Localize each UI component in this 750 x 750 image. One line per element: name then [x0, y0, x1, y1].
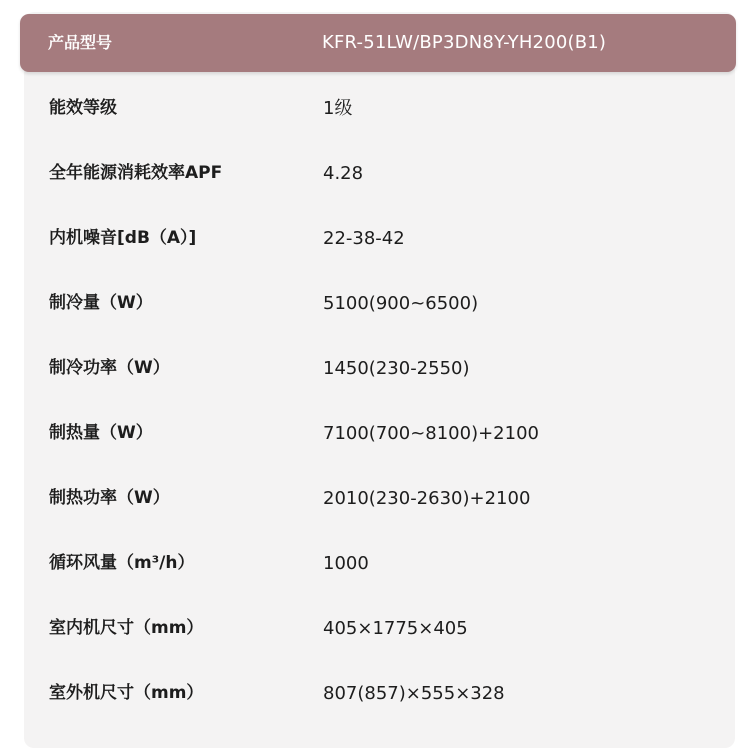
spec-label: 制冷量（W）: [49, 293, 153, 313]
spec-row-indoor-noise: [0, 206, 750, 271]
spec-row-cooling-power: [0, 336, 750, 401]
spec-label: 内机噪音[dB（A）]: [49, 228, 197, 248]
spec-label: 全年能源消耗效率APF: [49, 163, 223, 183]
spec-row-cooling-capacity: [0, 271, 750, 336]
spec-value: 22-38-42: [323, 228, 405, 249]
spec-label: 能效等级: [49, 98, 117, 118]
spec-table: [0, 76, 750, 726]
spec-value: 807(857)×555×328: [323, 683, 505, 704]
spec-header-row: [20, 14, 736, 72]
spec-value: 1000: [323, 553, 369, 574]
spec-label: 循环风量（m³/h）: [49, 553, 195, 573]
spec-row-energy-grade: [0, 76, 750, 141]
spec-row-apf: [0, 141, 750, 206]
spec-value: 7100(700~8100)+2100: [323, 423, 539, 444]
spec-row-heating-capacity: [0, 401, 750, 466]
spec-label: 室外机尺寸（mm）: [49, 683, 204, 703]
spec-value: 1级: [323, 98, 353, 119]
spec-value: 405×1775×405: [323, 618, 468, 639]
spec-label: 制冷功率（W）: [49, 358, 170, 378]
spec-row-indoor-size: [0, 596, 750, 661]
spec-header-value: KFR-51LW/BP3DN8Y-YH200(B1): [322, 32, 607, 53]
spec-label: 制热功率（W）: [49, 488, 170, 508]
spec-row-airflow: [0, 531, 750, 596]
spec-value: 1450(230-2550): [323, 358, 470, 379]
spec-label: 室内机尺寸（mm）: [49, 618, 204, 638]
spec-header-label: 产品型号: [48, 33, 113, 52]
spec-value: 4.28: [323, 163, 364, 184]
spec-value: 2010(230-2630)+2100: [323, 488, 531, 509]
spec-label: 制热量（W）: [49, 423, 153, 443]
spec-value: 5100(900~6500): [323, 293, 479, 314]
spec-row-outdoor-size: [0, 661, 750, 726]
spec-row-heating-power: [0, 466, 750, 531]
